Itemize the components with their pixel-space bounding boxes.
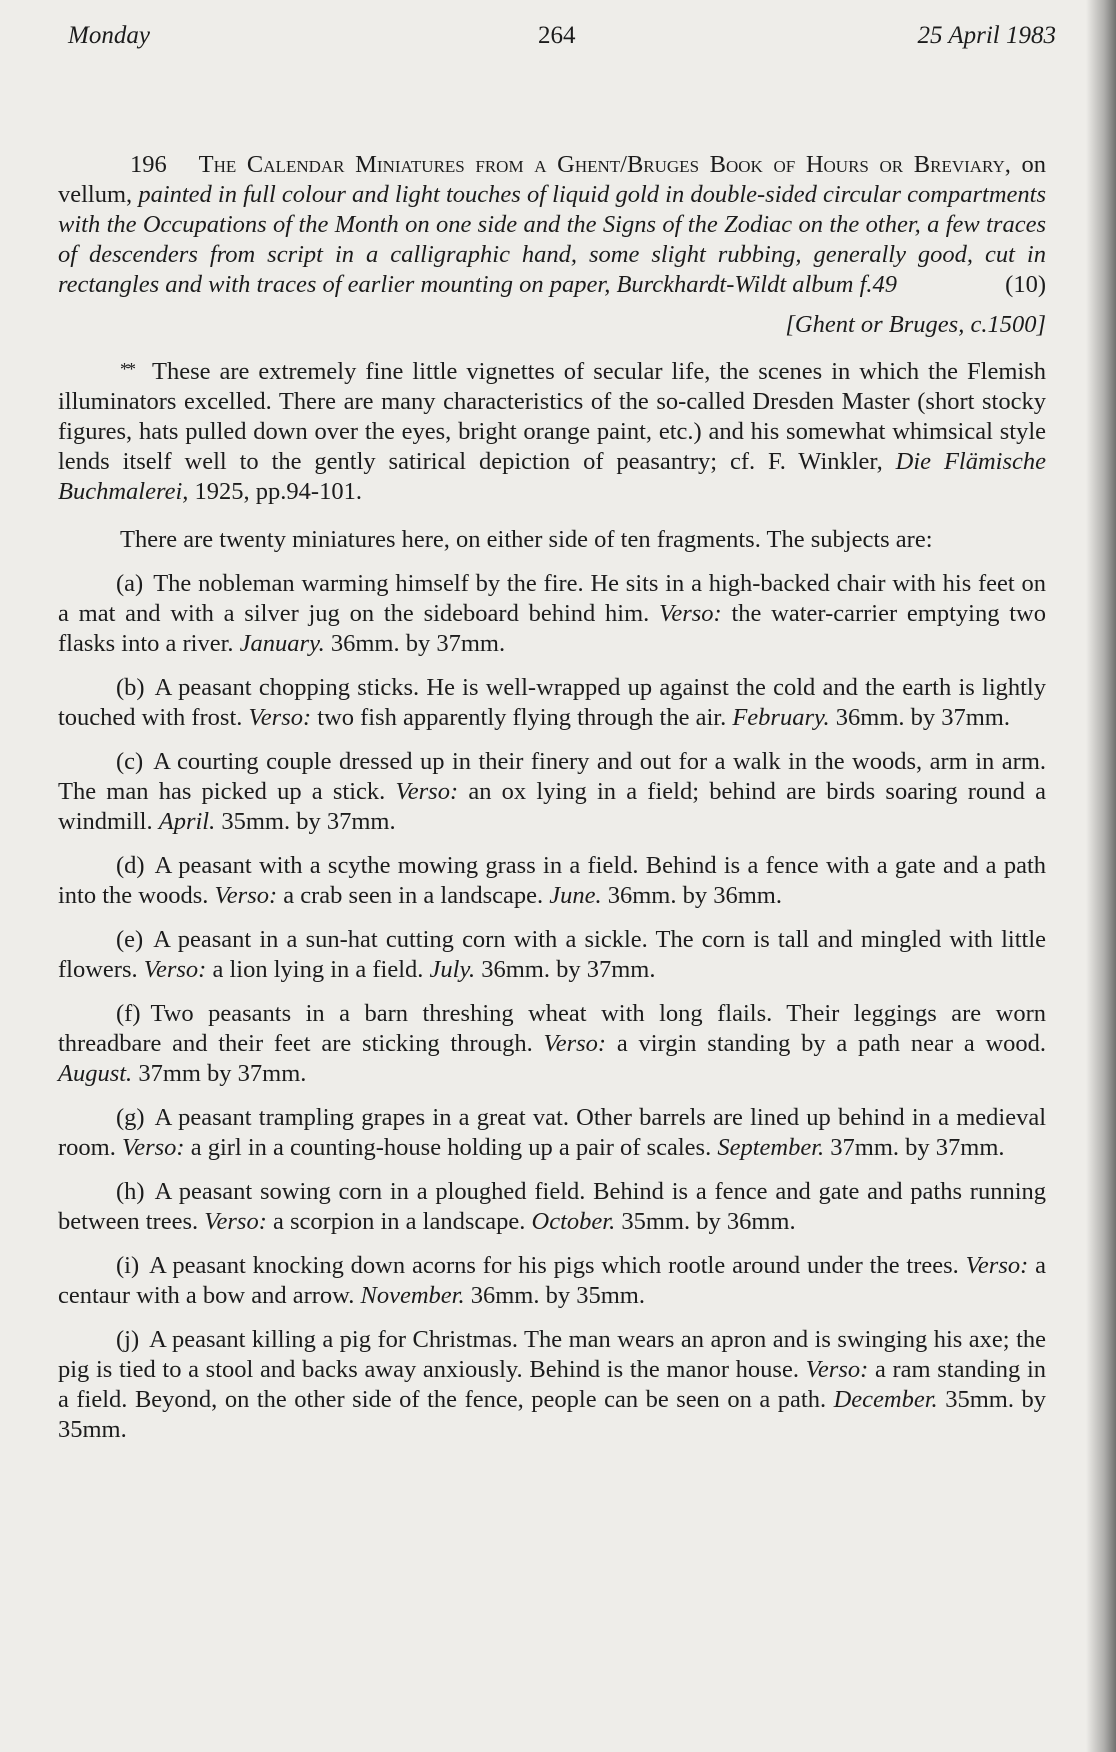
running-header [68,22,1056,62]
page-number: 264 [538,22,576,49]
subjects-list [58,569,1046,1445]
list-item: (e) A peasant in a sun-hat cutting corn with a sickle. The corn is tall and mingled with little flowers. Verso: a lion lying in a field. July. 36mm. by 37mm. [58,926,1046,983]
list-item: (i) A peasant knocking down acorns for his pigs which rootle around under the trees. Verso: a centaur with a bow and arrow. November. 36mm. by 35mm. [58,1252,1046,1309]
intro-paragraph: There are twenty miniatures here, on either side of ten fragments. The subjects are: [120,526,933,553]
note-citation: Die Flämische Buchmalerei, [58,448,1046,505]
header-date: 25 April 1983 [917,22,1056,49]
list-item: (g) A peasant trampling grapes in a great vat. Other barrels are lined up behind in a medieval room. Verso: a girl in a counting-house holding up a pair of scales. September. 37mm. by 37mm. [58,1104,1046,1161]
page-edge-shadow [1086,0,1116,1752]
list-item: (c) A courting couple dressed up in their finery and out for a walk in the woods, arm in arm. The man has picked up a stick. Verso: an ox lying in a field; behind are birds soaring round a windmill. April. 35mm. by 37mm. [58,748,1047,835]
lot-description: painted in full colour and light touches of liquid gold in double-sided circular compartments with the Occupations of the Month on one side and the Signs of the Zodiac on the other, a few traces of descenders from script in a calligraphic hand, some slight rubbing, generally good, cut in rectangles and with traces of earlier mounting on paper, Burckhardt-Wildt album f.49 [58,181,1046,298]
lot-title: The Calendar Miniatures from a Ghent/Bruges Book of Hours or Breviary [198,151,1005,178]
list-item: (b) A peasant chopping sticks. He is well-wrapped up against the cold and the earth is lightly touched with frost. Verso: two fish apparently flying through the air. February. 36mm. by 37mm. [58,674,1046,731]
list-item: (f) Two peasants in a barn threshing wheat with long flails. Their leggings are worn threadbare and their feet are sticking through. Verso: a virgin standing by a path near a wood. August. 37mm by 37mm. [58,1000,1047,1087]
list-item: (h) A peasant sowing corn in a ploughed field. Behind is a fence and gate and paths running between trees. Verso: a scorpion in a landscape. October. 35mm. by 36mm. [58,1178,1046,1235]
lot-count: (10) [1005,271,1046,298]
header-day: Monday [68,22,150,49]
lot-number: 196 [130,151,167,178]
note-text: These are extremely fine little vignettes of secular life, the scenes in which the Flemish illuminators excelled. There are many characteristics of the so-called Dresden Master (short stocky figures, hats pulled down over the eyes, bright orange paint, etc.) and his somewhat whimsical style lends itself well to the gently satirical depiction of peasantry; cf. F. Winkler, [58,358,1046,475]
lot-origin: [Ghent or Bruges, c.1500] [785,311,1046,338]
note-text-end: 1925, pp.94-101. [188,478,362,505]
list-item: (j) A peasant killing a pig for Christmas. The man wears an apron and is swinging his axe; the pig is tied to a stool and backs away anxiously. Behind is the manor house. Verso: a ram standing in a field. Beyond, on the other side of the fence, people can be seen on a path. December. 35mm. by 35mm. [58,1326,1047,1443]
lot-material: , on vellum, [58,151,1046,208]
page-body [58,150,1046,1445]
list-item: (a) The nobleman warming himself by the fire. He sits in a high-backed chair with his feet on a mat and with a silver jug on the sideboard behind him. Verso: the water-carrier emptying two flasks into a river. January. 36mm. by 37mm. [58,570,1046,657]
catalogue-note [58,354,1046,507]
list-item: (d) A peasant with a scythe mowing grass in a field. Behind is a fence with a gate and a path into the woods. Verso: a crab seen in a landscape. June. 36mm. by 36mm. [58,852,1046,909]
note-marker: ** [120,359,134,379]
